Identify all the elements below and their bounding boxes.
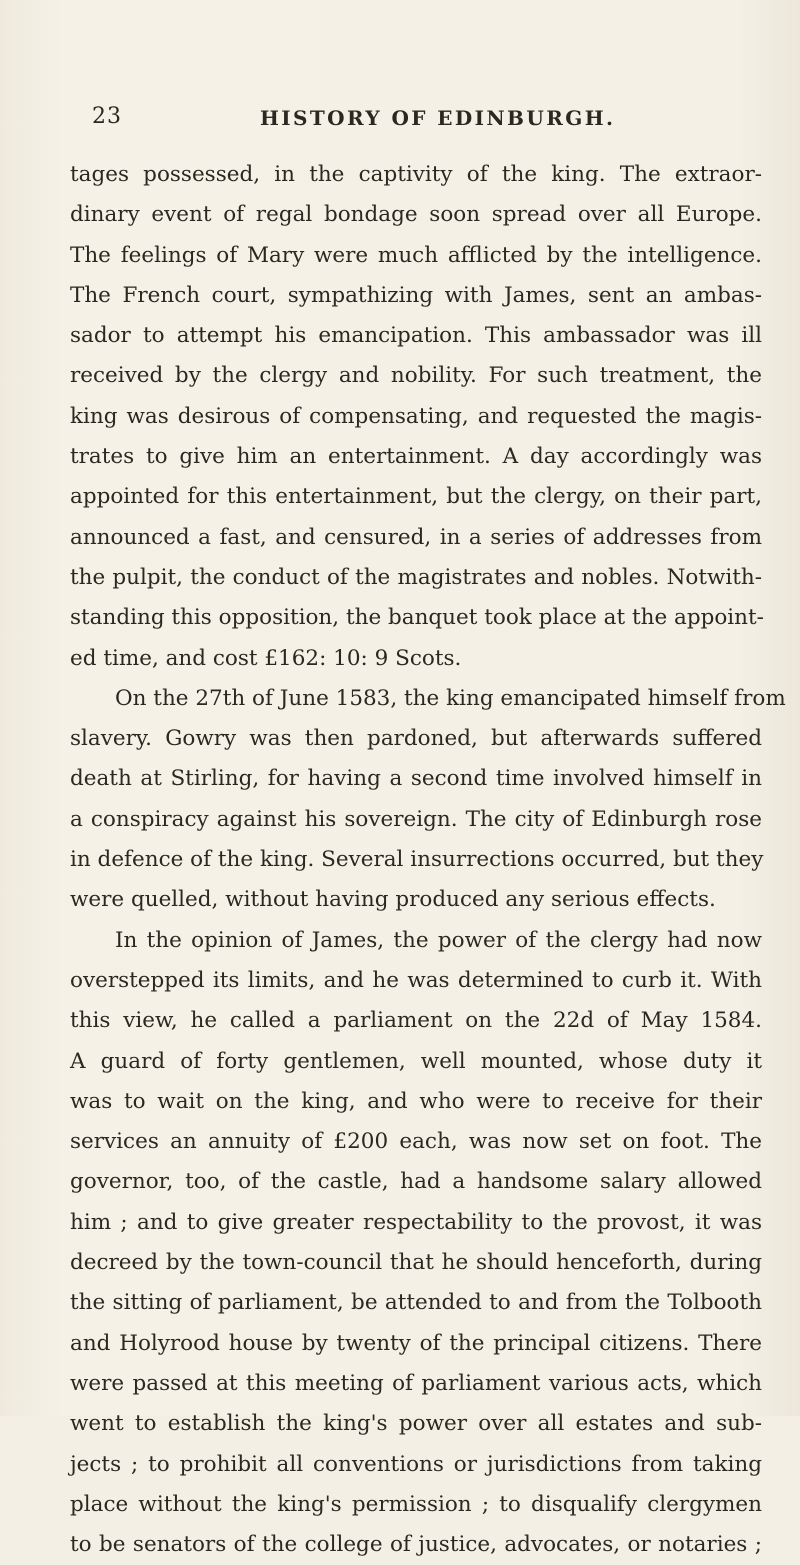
text-line: overstepped its limits, and he was determined to curb it. With <box>70 967 762 993</box>
text-line: place without the king's permission ; to disqualify clergymen <box>70 1491 762 1517</box>
text-line: In the opinion of James, the power of the clergy had now <box>115 927 762 953</box>
text-line: announced a fast, and censured, in a series of addresses from <box>70 524 762 550</box>
text-line: standing this opposition, the banquet took place at the appoint- <box>70 605 764 631</box>
text-line: jects ; to prohibit all conventions or jurisdictions from taking <box>70 1451 762 1477</box>
text-line: received by the clergy and nobility. For such treatment, the <box>70 363 762 389</box>
running-title: HISTORY OF EDINBURGH. <box>260 106 616 130</box>
text-line: was to wait on the king, and who were to receive for their <box>70 1088 762 1114</box>
body-text <box>70 155 786 1565</box>
text-line: sador to attempt his emancipation. This ambassador was ill <box>70 323 762 349</box>
text-line: The French court, sympathizing with James, sent an ambas- <box>70 282 762 308</box>
text-line: trates to give him an entertainment. A day accordingly was <box>70 444 762 470</box>
text-line: were quelled, without having produced any serious effects. <box>70 887 716 913</box>
text-line: decreed by the town-council that he should henceforth, during <box>70 1250 762 1276</box>
text-line: governor, too, of the castle, had a handsome salary allowed <box>70 1169 762 1195</box>
text-line: king was desirous of compensating, and requested the magis- <box>70 403 762 429</box>
text-line: services an annuity of £200 each, was now set on foot. The <box>70 1129 762 1155</box>
text-line: On the 27th of June 1583, the king emancipated himself from <box>115 685 786 711</box>
text-line: to be senators of the college of justice, advocates, or notaries ; <box>70 1532 762 1558</box>
text-line: and Holyrood house by twenty of the principal citizens. There <box>70 1330 762 1356</box>
text-line: tages possessed, in the captivity of the king. The extraor- <box>70 162 762 187</box>
text-line: A guard of forty gentlemen, well mounted, whose duty it <box>70 1048 762 1074</box>
running-head <box>92 104 652 134</box>
text-line: death at Stirling, for having a second time involved himself in <box>70 766 762 792</box>
text-line: in defence of the king. Several insurrections occurred, but they <box>70 847 764 873</box>
text-line: the pulpit, the conduct of the magistrates and nobles. Notwith- <box>70 564 762 590</box>
page-number: 23 <box>92 104 122 129</box>
text-line: went to establish the king's power over all estates and sub- <box>70 1411 762 1437</box>
text-line: were passed at this meeting of parliament various acts, which <box>70 1370 762 1396</box>
text-line: The feelings of Mary were much afflicted by the intelligence. <box>70 242 762 268</box>
text-line: dinary event of regal bondage soon spread over all Europe. <box>70 202 762 228</box>
text-line: a conspiracy against his sovereign. The city of Edinburgh rose <box>70 806 762 832</box>
text-line: slavery. Gowry was then pardoned, but afterwards suffered <box>70 726 762 752</box>
text-line: appointed for this entertainment, but the clergy, on their part, <box>70 484 762 510</box>
text-line: this view, he called a parliament on the 22d of May 1584. <box>70 1008 762 1034</box>
text-line: him ; and to give greater respectability to the provost, it was <box>70 1209 762 1235</box>
text-line: ed time, and cost £162: 10: 9 Scots. <box>70 645 462 671</box>
text-line: the sitting of parliament, be attended to and from the Tolbooth <box>70 1290 762 1316</box>
